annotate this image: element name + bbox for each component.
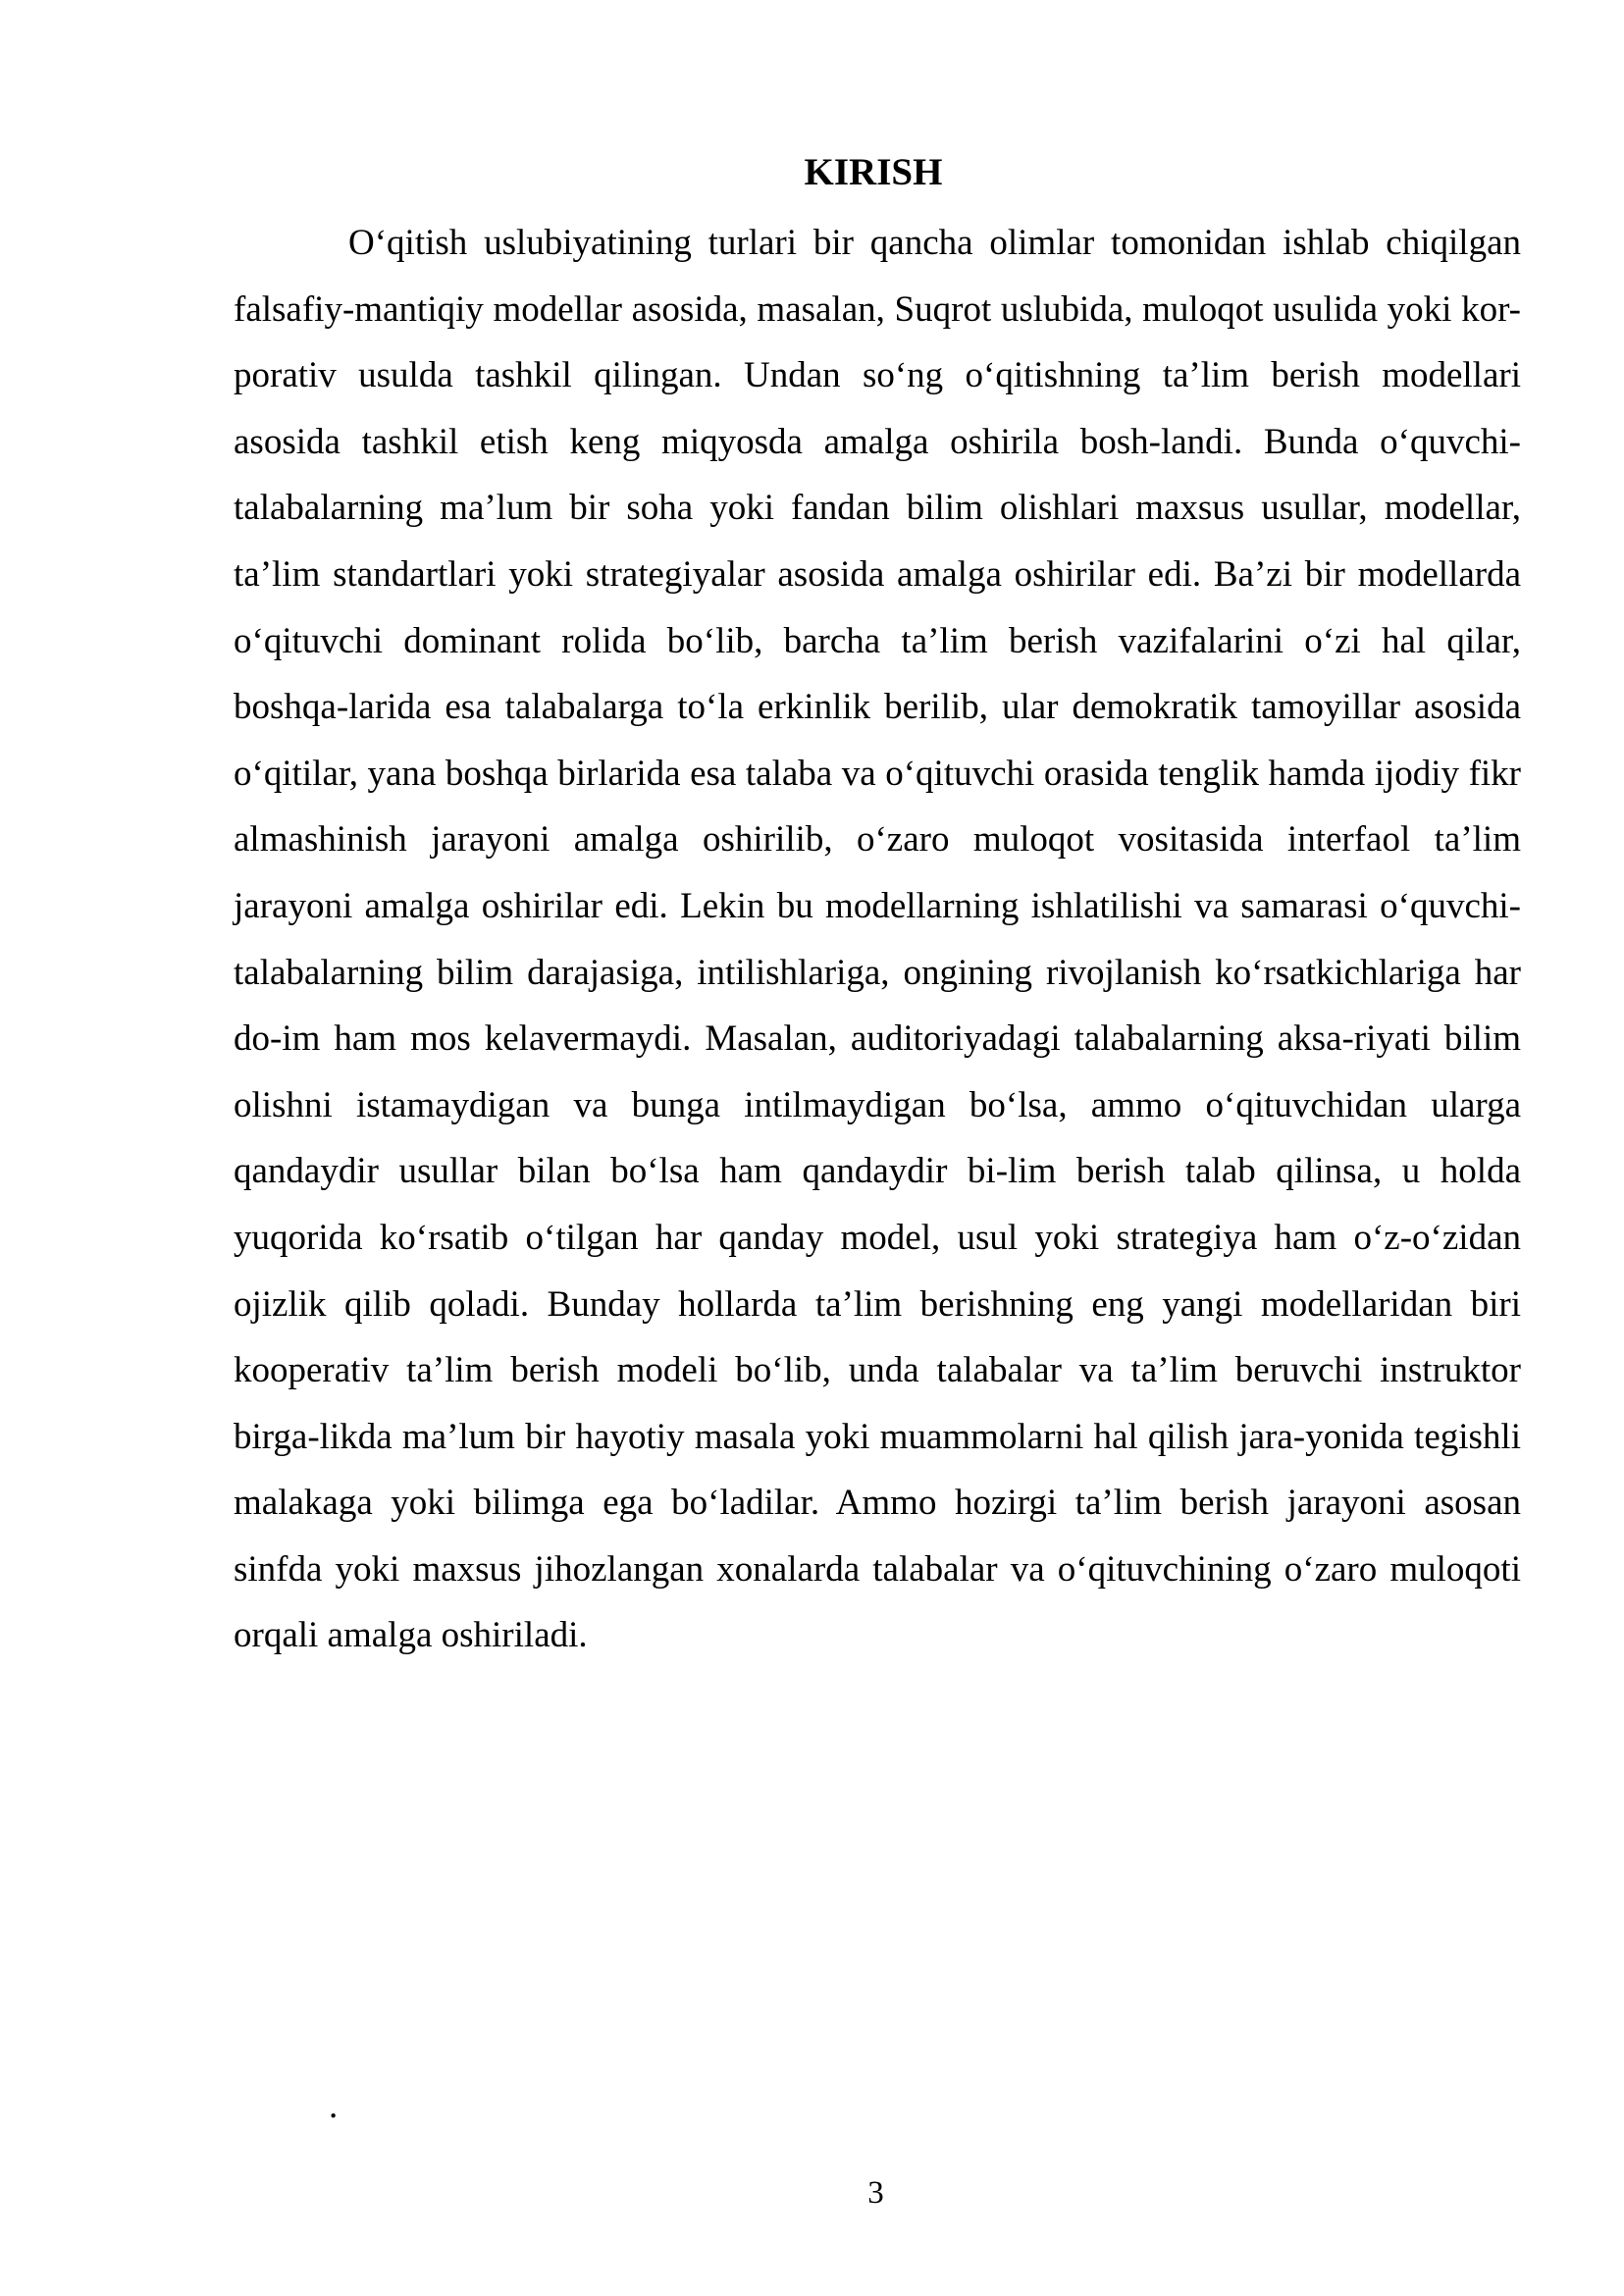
stray-mark: . <box>329 2086 339 2126</box>
page-number: 3 <box>867 2175 884 2211</box>
body-paragraph: O‘qitish uslubiyatining turlari bir qancha olimlar tomonidan ishlab chiqilgan falsafiy-mantiqiy modellar asosida, masalan, Suqrot uslubida, muloqot usulida yoki kor-porativ usulda tashkil qilingan. Undan so‘ng o‘qitishning ta’lim berish modellari asosida tashkil etish keng miqyosda amalga oshirila bosh-landi. Bunda o‘quvchi-talabalarning ma’lum bir soha yoki fandan bilim olishlari maxsus usullar, modellar, ta’lim standartlari yoki strategiyalar asosida amalga oshirilar edi. Ba’zi bir modellarda o‘qituvchi dominant rolida bo‘lib, barcha ta’lim berish vazifalarini o‘zi hal qilar, boshqa-larida esa talabalarga to‘la erkinlik berilib, ular demokratik tamoyillar asosida o‘qitilar, yana boshqa birlarida esa talaba va o‘qituvchi orasida tenglik hamda ijodiy fikr almashinish jarayoni amalga oshirilib, o‘zaro muloqot vositasida interfaol ta’lim jarayoni amalga oshirilar edi. Lekin bu modellarning ishlatilishi va samarasi o‘quvchi-talabalarning bilim darajasiga, intilishlariga, ongining rivojlanish ko‘rsatkichlariga har do-im ham mos kelavermaydi. Masalan, auditoriyadagi talabalarning aksa-riyati bilim olishni istamaydigan va bunga intilmaydigan bo‘lsa, ammo o‘qituvchidan ularga qandaydir usullar bilan bo‘lsa ham qandaydir bi-lim berish talab qilinsa, u holda yuqorida ko‘rsatib o‘tilgan har qanday model, usul yoki strategiya ham o‘z-o‘zidan ojizlik qilib qoladi. Bunday hollarda ta’lim berishning eng yangi modellaridan biri kooperativ ta’lim berish modeli bo‘lib, unda talabalar va ta’lim beruvchi instruktor birga-likda ma’lum bir hayotiy masala yoki muammolarni hal qilish jara-yonida tegishli malakaga yoki bilimga ega bo‘ladilar. Ammo hozirgi ta’lim berish jarayoni asosan sinfda yoki maxsus jihozlangan xonalarda talabalar va o‘qituvchining o‘zaro muloqoti orqali amalga oshiriladi. <box>234 223 1521 1656</box>
section-heading: KIRISH <box>804 151 943 193</box>
